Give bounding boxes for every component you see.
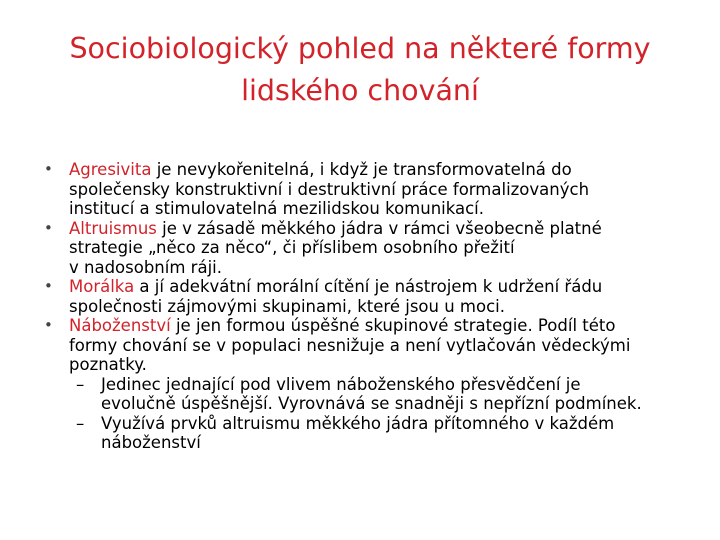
slide-body [0,160,720,453]
bullet-icon: • [44,316,53,334]
dash-icon: – [76,374,85,394]
bullet-line: institucí a stimulovatelná mezilidskou komunikací. [69,199,485,218]
bullet-line [69,316,720,336]
bullet-line [69,277,720,297]
bullet-text: je v zásadě měkkého jádra v rámci všeobecně platné [156,218,602,238]
highlighted-term: Agresivita [69,160,152,179]
bullet-text: je nevykořenitelná, i když je transformovatelná do [151,160,572,179]
sub-item-vyuziva [0,414,720,453]
dash-icon: – [76,413,85,433]
bullet-icon: • [44,218,53,237]
bullet-line: společensky konstruktivní i destruktivní práce formalizovaných [69,179,590,199]
bullet-line: v nadosobním ráji. [69,257,222,277]
bullet-line: strategie „něco za něco“, či příslibem osobního přežití [69,238,515,257]
sub-item-line: Jedinec jednající pod vlivem náboženského přesvědčení je [101,374,581,394]
bullet-text: je jen formou úspěšné skupinové strategie. Podíl této [170,316,616,335]
sub-item-line: evolučně úspěšnější. Vyrovnává se snadněji s nepřízní podmínek. [101,394,642,413]
bullet-text: a jí adekvátní morální cítění je nástrojem k udržení řádu [134,277,603,296]
sub-item-line: Využívá prvků altruismu měkkého jádra přítomného v každém [101,413,615,433]
bullet-line: formy chování se v populaci nesnižuje a není vytlačován vědeckými [69,335,631,355]
bullet-item-moralka [0,277,720,316]
bullet-icon: • [44,277,53,295]
bullet-line: společnosti zájmovými skupinami, které jsou u moci. [69,296,505,316]
slide-title-line-1: Sociobiologický pohled na některé formy [69,32,651,65]
bullet-line [69,219,720,239]
highlighted-term: Altruismus [69,218,157,238]
highlighted-term: Morálka [69,277,135,296]
slide-title-line-2: lidského chování [241,74,479,107]
bullet-line [69,160,720,180]
bullet-item-nabozenstvi [0,316,720,375]
highlighted-term: Náboženství [69,316,171,335]
sub-item-jedinec [0,375,720,414]
bullet-line: poznatky. [69,355,147,374]
slide-title [40,28,680,112]
sub-item-line: náboženství [101,433,201,452]
bullet-item-agresivita [0,160,720,219]
bullet-item-altruismus [0,219,720,278]
bullet-icon: • [44,160,53,178]
